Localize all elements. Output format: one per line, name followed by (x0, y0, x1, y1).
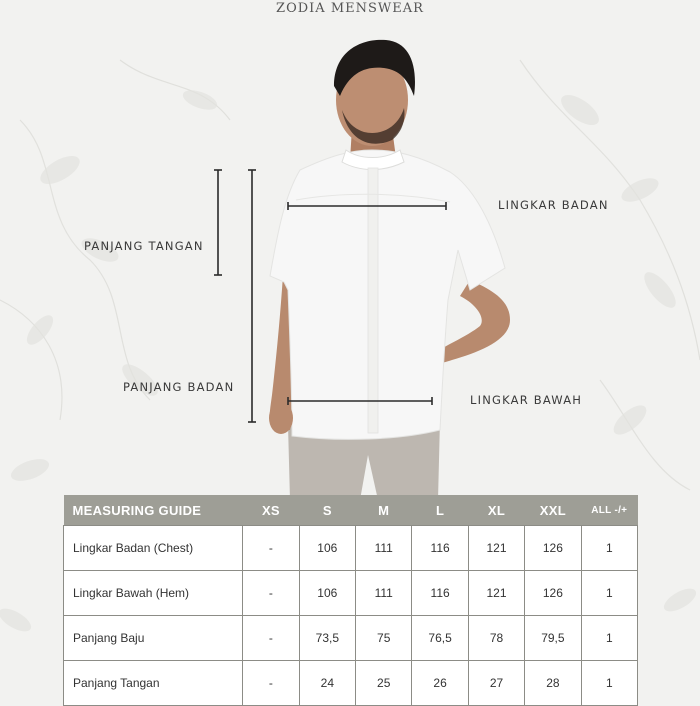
cell: 73,5 (299, 616, 355, 661)
row-name: Lingkar Badan (Chest) (64, 526, 243, 571)
label-lingkar-bawah: LINGKAR BAWAH (470, 393, 583, 407)
cell: 126 (525, 526, 581, 571)
cell: 106 (299, 571, 355, 616)
cell: 1 (581, 616, 637, 661)
cell: 27 (468, 661, 524, 706)
header-s: S (299, 495, 355, 526)
cell: - (243, 571, 299, 616)
cell: - (243, 526, 299, 571)
header-all-tolerance: ALL -/+ (581, 495, 637, 526)
cell: 121 (468, 526, 524, 571)
cell: 1 (581, 661, 637, 706)
cell: 106 (299, 526, 355, 571)
cell: 111 (356, 526, 412, 571)
cell: 1 (581, 526, 637, 571)
label-lingkar-badan: LINGKAR BADAN (498, 198, 609, 212)
table-row (64, 616, 638, 661)
cell: 116 (412, 526, 468, 571)
cell: - (243, 616, 299, 661)
cell: 25 (356, 661, 412, 706)
cell: 116 (412, 571, 468, 616)
row-name: Lingkar Bawah (Hem) (64, 571, 243, 616)
header-measuring-guide: MEASURING GUIDE (64, 495, 243, 526)
label-panjang-badan: PANJANG BADAN (123, 380, 235, 394)
header-l: L (412, 495, 468, 526)
cell: 126 (525, 571, 581, 616)
header-xxl: XXL (525, 495, 581, 526)
label-panjang-tangan: PANJANG TANGAN (84, 239, 204, 253)
cell: 79,5 (525, 616, 581, 661)
row-name: Panjang Baju (64, 616, 243, 661)
cell: 1 (581, 571, 637, 616)
cell: 121 (468, 571, 524, 616)
cell: 75 (356, 616, 412, 661)
cell: 76,5 (412, 616, 468, 661)
row-name: Panjang Tangan (64, 661, 243, 706)
cell: 28 (525, 661, 581, 706)
table-row (64, 526, 638, 571)
measuring-guide-table (63, 495, 638, 706)
left-hand (269, 402, 293, 434)
cell: 78 (468, 616, 524, 661)
cell: 24 (299, 661, 355, 706)
cell: 111 (356, 571, 412, 616)
header-m: M (356, 495, 412, 526)
table-header-row (64, 495, 638, 526)
cell: 26 (412, 661, 468, 706)
size-chart (63, 495, 638, 706)
header-xs: XS (243, 495, 299, 526)
brand-title: ZODIA MENSWEAR (276, 1, 424, 16)
table-row (64, 571, 638, 616)
placket (368, 168, 378, 433)
cell: - (243, 661, 299, 706)
header-xl: XL (468, 495, 524, 526)
table-row (64, 661, 638, 706)
